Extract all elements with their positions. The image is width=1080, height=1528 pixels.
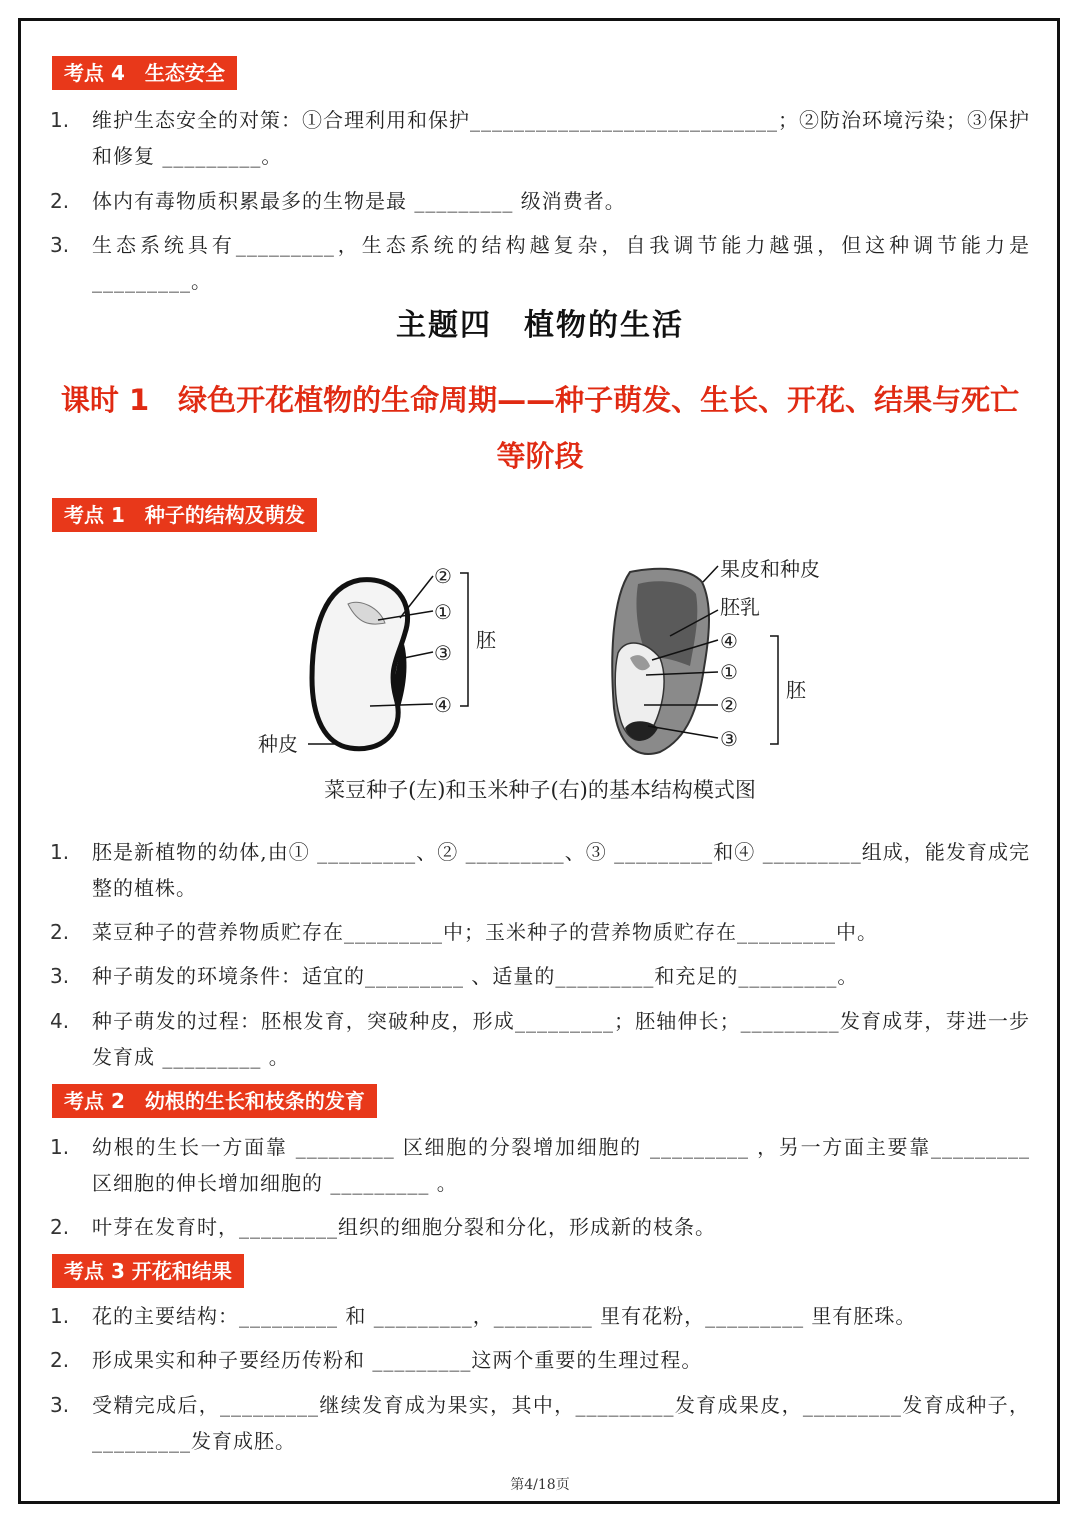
question-root-2 bbox=[50, 1209, 1030, 1245]
lesson-heading: 课时 1 绿色开花植物的生命周期——种子萌发、生长、开花、结果与死亡等阶段 bbox=[60, 383, 1020, 473]
question-seed-1 bbox=[50, 834, 1030, 906]
question-text: 形成果实和种子要经历传粉和 _________这两个重要的生理过程。 bbox=[92, 1348, 703, 1372]
question-seed-3 bbox=[50, 958, 1030, 994]
question-number: 1. bbox=[50, 840, 70, 864]
question-number: 1. bbox=[50, 108, 70, 132]
question-text: 种子萌发的过程：胚根发育，突破种皮，形成_________；胚轴伸长；_________发育成芽，芽进一步发育成 _________ 。 bbox=[92, 1009, 1030, 1069]
question-text: 叶芽在发育时，_________组织的细胞分裂和分化，形成新的枝条。 bbox=[92, 1215, 716, 1239]
question-flower-2 bbox=[50, 1342, 1030, 1378]
figure-caption: 菜豆种子(左)和玉米种子(右)的基本结构模式图 bbox=[324, 778, 756, 802]
question-number: 2. bbox=[50, 189, 70, 213]
bean-label-3: ③ bbox=[434, 641, 452, 665]
question-text: 菜豆种子的营养物质贮存在_________中；玉米种子的营养物质贮存在_________中。 bbox=[92, 920, 878, 944]
question-text: 生态系统具有_________，生态系统的结构越复杂，自我调节能力越强，但这种调节能力是_________。 bbox=[92, 233, 1030, 293]
question-text: 受精完成后，_________继续发育成为果实，其中，_________发育成果皮，_________发育成种子，_________发育成胚。 bbox=[92, 1393, 1030, 1453]
question-root-1 bbox=[50, 1129, 1030, 1201]
question-text: 胚是新植物的幼体,由① _________、② _________、③ _________和④ _________组成，能发育成完整的植株。 bbox=[92, 840, 1030, 900]
corn-label-pericarp: 果皮和种皮 bbox=[720, 557, 820, 581]
bean-label-4: ④ bbox=[434, 693, 452, 717]
question-text: 维护生态安全的对策：①合理利用和保护____________________________；②防治环境污染；③保护和修复 _________。 bbox=[92, 108, 1030, 168]
section-tag-seed-structure: 考点 1 种子的结构及萌发 bbox=[52, 498, 317, 532]
question-number: 3. bbox=[50, 964, 70, 988]
bean-label-2: ② bbox=[434, 564, 452, 588]
question-number: 3. bbox=[50, 233, 70, 257]
section-tag-flowering-fruiting: 考点 3 开花和结果 bbox=[52, 1254, 244, 1288]
question-number: 1. bbox=[50, 1135, 70, 1159]
question-text: 花的主要结构：_________ 和 _________，_________ 里有花粉，_________ 里有胚珠。 bbox=[92, 1304, 917, 1328]
question-number: 1. bbox=[50, 1304, 70, 1328]
bean-label-1: ① bbox=[434, 600, 452, 624]
page-number: 第4/18页 bbox=[510, 1477, 570, 1493]
topic-heading: 主题四 植物的生活 bbox=[396, 308, 684, 343]
question-eco-1 bbox=[50, 102, 1030, 174]
question-seed-2 bbox=[50, 914, 1030, 950]
question-number: 2. bbox=[50, 1215, 70, 1239]
corn-label-endosperm: 胚乳 bbox=[720, 595, 760, 619]
question-number: 3. bbox=[50, 1393, 70, 1417]
question-number: 4. bbox=[50, 1009, 70, 1033]
question-text: 体内有毒物质积累最多的生物是最 _________ 级消费者。 bbox=[92, 189, 626, 213]
corn-label-3: ③ bbox=[720, 727, 738, 751]
question-eco-3 bbox=[50, 227, 1030, 299]
question-text: 种子萌发的环境条件：适宜的_________ 、适量的_________和充足的_________。 bbox=[92, 964, 859, 988]
bean-label-seed-coat: 种皮 bbox=[258, 732, 298, 756]
corn-label-2: ② bbox=[720, 693, 738, 717]
question-eco-2 bbox=[50, 183, 1030, 219]
corn-label-embryo: 胚 bbox=[786, 678, 806, 702]
corn-label-1: ① bbox=[720, 660, 738, 684]
question-number: 2. bbox=[50, 920, 70, 944]
section-tag-ecological-safety: 考点 4 生态安全 bbox=[52, 56, 237, 90]
question-text: 幼根的生长一方面靠 _________ 区细胞的分裂增加细胞的 _________ ，另一方面主要靠_________ 区细胞的伸长增加细胞的 _________ 。 bbox=[92, 1135, 1030, 1195]
question-number: 2. bbox=[50, 1348, 70, 1372]
bean-label-embryo: 胚 bbox=[476, 628, 496, 652]
question-flower-1 bbox=[50, 1298, 1030, 1334]
question-flower-3 bbox=[50, 1387, 1030, 1459]
seed-structure-figure bbox=[220, 548, 860, 818]
corn-label-4: ④ bbox=[720, 629, 738, 653]
section-tag-root-growth: 考点 2 幼根的生长和枝条的发育 bbox=[52, 1084, 377, 1118]
question-seed-4 bbox=[50, 1003, 1030, 1075]
seed-diagram-svg bbox=[220, 548, 860, 773]
